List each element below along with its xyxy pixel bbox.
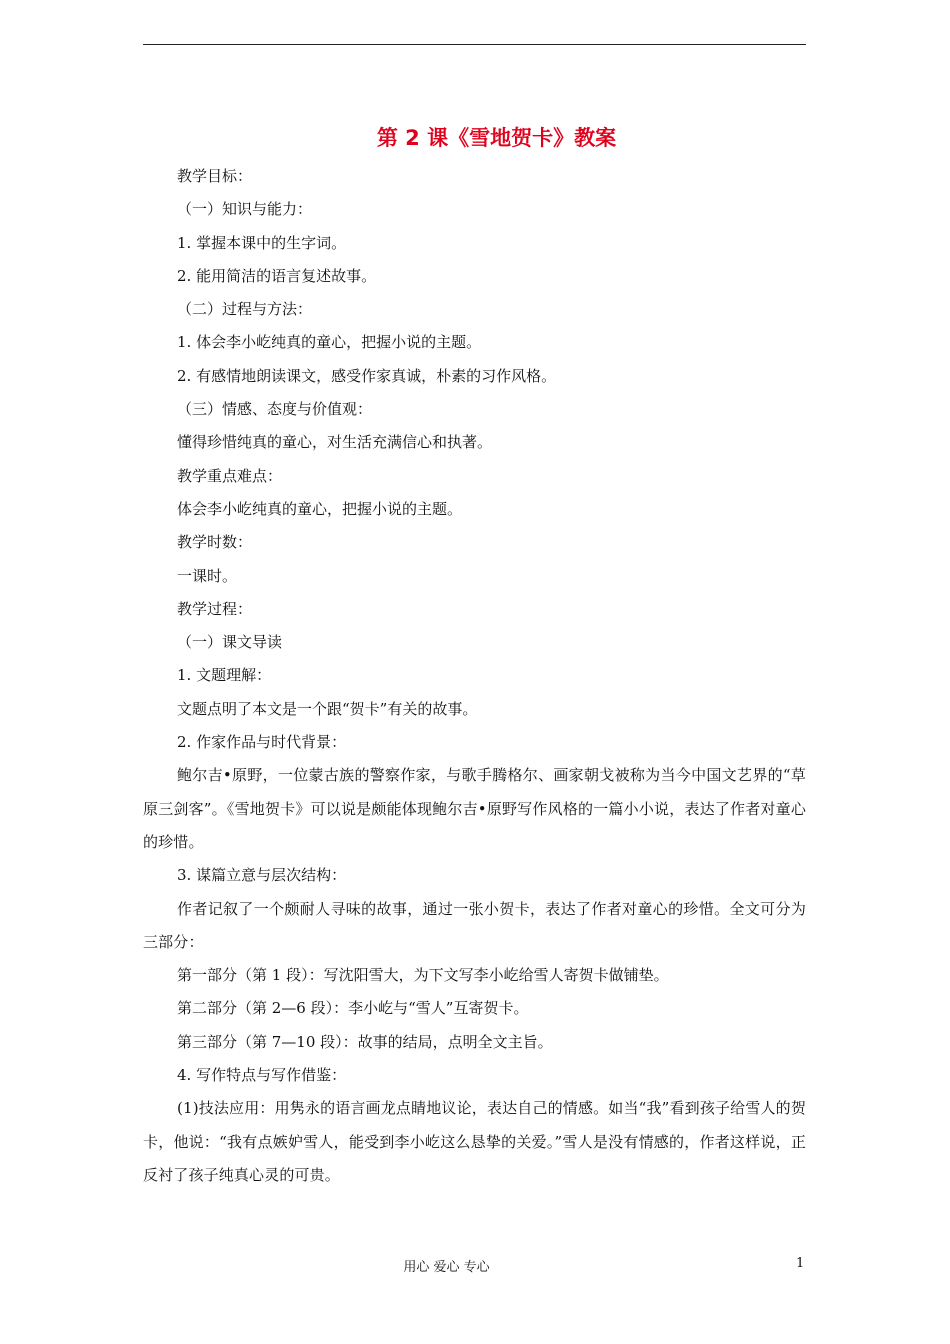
paragraph: 3. 谋篇立意与层次结构： [177, 866, 347, 885]
paragraph: 第一部分（第 1 段）：写沈阳雪大，为下文写李小屹给雪人寄贺卡做铺垫。 [177, 966, 669, 985]
paragraph: 文题点明了本文是一个跟“贺卡”有关的故事。 [177, 699, 478, 718]
paragraph: 1. 文题理解： [177, 666, 272, 685]
paragraph: 2. 作家作品与时代背景： [177, 733, 347, 752]
paragraph: 鲍尔吉•原野，一位蒙古族的警察作家，与歌手腾格尔、画家朝戈被称为当今中国文艺界的“草原三剑客”。《雪地贺卡》可以说是颇能体现鲍尔吉•原野写作风格的一篇小小说，表达了作者对童心的珍惜。 [143, 766, 806, 851]
paragraph: (1)技法应用：用隽永的语言画龙点睛地议论，表达自己的情感。如当“我”看到孩子给雪人的贺卡，他说：“我有点嫉妒雪人，能受到李小屹这么恳挚的关爱。”雪人是没有情感的，作者这样说，正反衬了孩子纯真心灵的可贵。 [143, 1099, 806, 1184]
paragraph: 第二部分（第 2—6 段）：李小屹与“雪人”互寄贺卡。 [177, 999, 529, 1018]
paragraph: 1. 掌握本课中的生字词。 [177, 233, 347, 252]
paragraph: （二）过程与方法： [177, 300, 313, 319]
header-rule [143, 44, 806, 45]
paragraph: 教学重点难点： [177, 466, 283, 485]
paragraph: 2. 有感情地朗读课文，感受作家真诚，朴素的习作风格。 [177, 366, 557, 385]
paragraph: 体会李小屹纯真的童心，把握小说的主题。 [177, 499, 463, 518]
paragraph: 1. 体会李小屹纯真的童心，把握小说的主题。 [177, 333, 482, 352]
paragraph: 懂得珍惜纯真的童心，对生活充满信心和执著。 [177, 433, 493, 452]
paragraph: 教学过程： [177, 599, 253, 618]
paragraph: 4. 写作特点与写作借鉴： [177, 1066, 347, 1085]
document-title: 第 2 课《雪地贺卡》教案 [376, 126, 617, 150]
paragraph: 教学目标： [177, 167, 253, 185]
paragraph: 教学时数： [177, 533, 253, 552]
paragraph: （一）课文导读 [177, 633, 283, 652]
paragraph: 第三部分（第 7—10 段）：故事的结局，点明全文主旨。 [177, 1032, 553, 1051]
paragraph: 作者记叙了一个颇耐人寻味的故事，通过一张小贺卡，表达了作者对童心的珍惜。全文可分为三部分： [143, 899, 806, 951]
page-number: 1 [796, 1256, 805, 1271]
paragraph: （一）知识与能力： [177, 200, 313, 219]
paragraph: 2. 能用简洁的语言复述故事。 [177, 266, 377, 285]
paragraph: 一课时。 [177, 566, 238, 585]
document-body [143, 160, 806, 1192]
footer-motto: 用心 爱心 专心 [403, 1260, 490, 1275]
paragraph: （三）情感、态度与价值观： [177, 400, 373, 419]
